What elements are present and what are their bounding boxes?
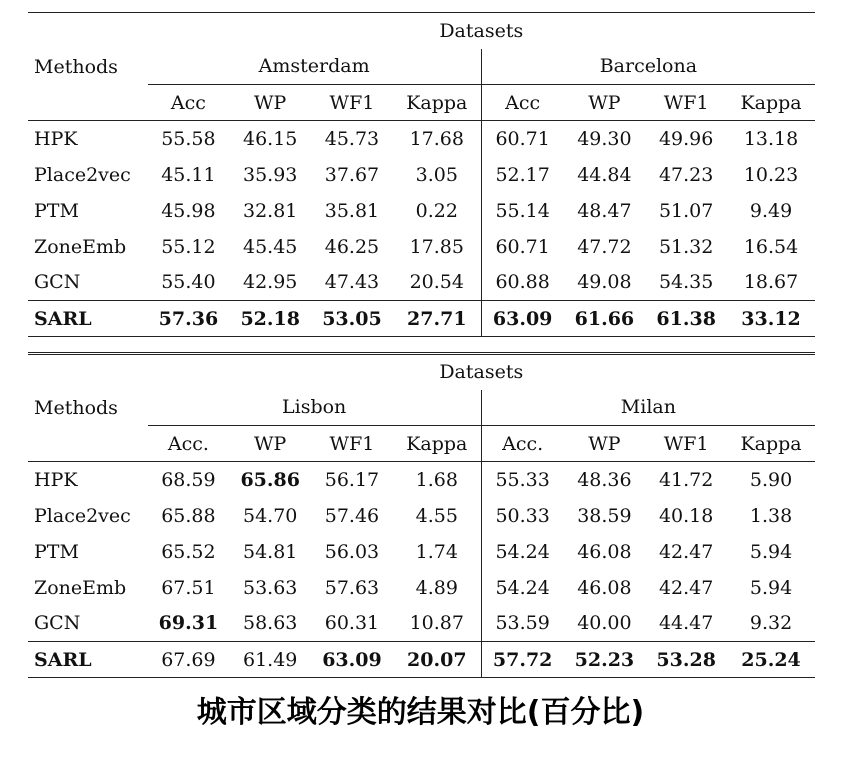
metric-value: 17.68 xyxy=(409,127,464,150)
metric-value: 57.36 xyxy=(158,307,219,330)
header-row-datasets xyxy=(28,13,815,49)
metric-value: 47.72 xyxy=(577,235,632,258)
metric-value: 35.81 xyxy=(324,199,380,222)
metric-value: 61.38 xyxy=(656,307,716,330)
metric-value: 9.32 xyxy=(749,612,793,635)
metric-value: 57.63 xyxy=(324,576,380,599)
metric-value: 54.81 xyxy=(242,540,298,563)
metric-value: 25.24 xyxy=(741,648,801,671)
metric-value: 4.55 xyxy=(415,504,458,527)
metric-value: 40.18 xyxy=(658,504,714,527)
metric-value: 53.28 xyxy=(656,648,716,671)
metric-value: 69.31 xyxy=(158,612,219,635)
methods-header: Methods xyxy=(34,396,118,419)
metric-header: WP xyxy=(254,91,287,114)
metric-value: 55.33 xyxy=(481,462,563,498)
method-name: HPK xyxy=(34,127,78,150)
metric-value: 52.23 xyxy=(574,648,635,671)
metric-value: 1.74 xyxy=(415,540,458,563)
metric-header: WP xyxy=(588,432,621,455)
metric-header: Acc. xyxy=(481,426,563,462)
metric-value: 57.46 xyxy=(324,504,380,527)
metric-value: 45.11 xyxy=(161,163,216,186)
metric-value: 45.45 xyxy=(242,235,298,258)
table-row xyxy=(28,570,815,606)
header-row-metrics xyxy=(28,85,815,121)
metric-value: 51.07 xyxy=(658,199,714,222)
metric-value: 48.47 xyxy=(577,199,632,222)
metric-value: 5.90 xyxy=(749,468,793,491)
metric-value: 47.43 xyxy=(324,271,380,294)
results-table-lisbon-milan xyxy=(28,352,815,678)
metric-value: 35.93 xyxy=(242,163,298,186)
metric-value: 1.38 xyxy=(749,504,793,527)
method-name: Place2vec xyxy=(34,504,131,527)
city-header-amsterdam: Amsterdam xyxy=(148,49,482,85)
metric-value: 50.33 xyxy=(481,498,563,534)
metric-value: 53.59 xyxy=(481,606,563,642)
metric-value: 46.25 xyxy=(324,235,380,258)
metric-value: 49.96 xyxy=(658,127,714,150)
metric-value: 52.18 xyxy=(240,307,300,330)
metric-header: Acc xyxy=(481,85,563,121)
metric-header: Acc xyxy=(170,91,206,114)
method-name: Place2vec xyxy=(34,163,131,186)
city-header-lisbon: Lisbon xyxy=(148,390,482,426)
metric-value: 60.31 xyxy=(324,612,380,635)
metric-value: 55.40 xyxy=(161,271,216,294)
method-name: SARL xyxy=(34,307,92,330)
metric-value: 42.95 xyxy=(242,271,298,294)
metric-value: 37.67 xyxy=(324,163,380,186)
results-table-amsterdam-barcelona xyxy=(28,12,815,337)
header-row-datasets xyxy=(28,354,815,390)
method-name: SARL xyxy=(34,648,92,671)
metric-value: 18.67 xyxy=(743,271,799,294)
metric-value: 65.88 xyxy=(161,504,216,527)
table-body xyxy=(28,121,815,337)
table-row xyxy=(28,121,815,157)
metric-header: WF1 xyxy=(329,432,375,455)
methods-header: Methods xyxy=(34,55,118,78)
metric-header: Acc. xyxy=(167,432,209,455)
method-name: GCN xyxy=(34,612,81,635)
metric-value: 3.05 xyxy=(415,163,458,186)
table-body xyxy=(28,462,815,678)
metric-value: 1.68 xyxy=(415,468,458,491)
metric-header: WP xyxy=(588,91,621,114)
table-row xyxy=(28,193,815,229)
metric-value: 48.36 xyxy=(577,468,632,491)
table-row xyxy=(28,498,815,534)
metric-value: 42.47 xyxy=(658,540,714,563)
metric-value: 40.00 xyxy=(577,612,632,635)
metric-value: 49.30 xyxy=(577,127,632,150)
city-header-barcelona: Barcelona xyxy=(481,49,815,85)
metric-value: 38.59 xyxy=(577,504,632,527)
metric-value: 55.58 xyxy=(161,127,216,150)
metric-header: Kappa xyxy=(406,91,468,114)
metric-value: 45.98 xyxy=(161,199,216,222)
datasets-header: Datasets xyxy=(439,361,524,384)
metric-value: 42.47 xyxy=(658,576,714,599)
metric-value: 44.47 xyxy=(658,612,714,635)
metric-header: WF1 xyxy=(329,91,375,114)
datasets-header: Datasets xyxy=(439,19,524,42)
metric-header: WF1 xyxy=(663,91,709,114)
metric-header: Kappa xyxy=(740,91,802,114)
metric-value: 5.94 xyxy=(749,576,793,599)
metric-value: 61.66 xyxy=(574,307,635,330)
city-header-milan: Milan xyxy=(481,390,815,426)
metric-value: 61.49 xyxy=(242,648,298,671)
method-name: PTM xyxy=(34,199,79,222)
metric-value: 56.03 xyxy=(324,540,380,563)
metric-value: 17.85 xyxy=(409,235,464,258)
metric-header: WF1 xyxy=(663,432,709,455)
table-row xyxy=(28,229,815,265)
metric-value: 5.94 xyxy=(749,540,793,563)
header-row-cities xyxy=(28,390,815,426)
header-row-cities xyxy=(28,49,815,85)
metric-header: Kappa xyxy=(740,432,802,455)
metric-value: 10.87 xyxy=(409,612,464,635)
metric-value: 16.54 xyxy=(743,235,799,258)
metric-value: 47.23 xyxy=(658,163,714,186)
metric-value: 54.24 xyxy=(481,570,563,606)
metric-value: 55.12 xyxy=(161,235,216,258)
method-name: ZoneEmb xyxy=(34,235,127,258)
metric-value: 68.59 xyxy=(161,468,216,491)
method-name: ZoneEmb xyxy=(34,576,127,599)
method-name: GCN xyxy=(34,271,81,294)
metric-value: 46.08 xyxy=(577,576,632,599)
table-row xyxy=(28,534,815,570)
table-row xyxy=(28,462,815,498)
metric-value: 33.12 xyxy=(741,307,801,330)
metric-value: 60.88 xyxy=(481,265,563,301)
metric-header: Kappa xyxy=(406,432,468,455)
metric-value: 46.08 xyxy=(577,540,632,563)
metric-value: 63.09 xyxy=(322,648,382,671)
metric-value: 58.63 xyxy=(242,612,298,635)
metric-value: 54.70 xyxy=(242,504,298,527)
method-name: HPK xyxy=(34,468,78,491)
metric-value: 65.86 xyxy=(240,468,300,491)
metric-value: 45.73 xyxy=(324,127,380,150)
method-name: PTM xyxy=(34,540,79,563)
metric-value: 53.05 xyxy=(322,307,382,330)
metric-value: 44.84 xyxy=(577,163,632,186)
table-row xyxy=(28,301,815,337)
metric-value: 52.17 xyxy=(481,157,563,193)
metric-value: 51.32 xyxy=(658,235,714,258)
metric-value: 13.18 xyxy=(743,127,799,150)
metric-value: 54.24 xyxy=(481,534,563,570)
metric-value: 57.72 xyxy=(481,642,563,678)
table-row xyxy=(28,265,815,301)
metric-value: 46.15 xyxy=(242,127,298,150)
header-row-metrics xyxy=(28,426,815,462)
table-row xyxy=(28,642,815,678)
metric-value: 41.72 xyxy=(658,468,714,491)
figure-caption: 城市区域分类的结果对比(百分比) xyxy=(196,695,645,730)
metric-value: 53.63 xyxy=(242,576,298,599)
metric-value: 67.51 xyxy=(161,576,216,599)
metric-value: 9.49 xyxy=(749,199,793,222)
table-row xyxy=(28,157,815,193)
metric-value: 4.89 xyxy=(415,576,458,599)
metric-value: 67.69 xyxy=(161,648,216,671)
metric-value: 60.71 xyxy=(481,121,563,157)
metric-value: 60.71 xyxy=(481,229,563,265)
metric-value: 20.07 xyxy=(407,648,467,671)
metric-value: 63.09 xyxy=(481,301,563,337)
metric-value: 32.81 xyxy=(242,199,298,222)
metric-value: 0.22 xyxy=(415,199,458,222)
metric-value: 56.17 xyxy=(324,468,380,491)
metric-value: 54.35 xyxy=(658,271,714,294)
metric-value: 55.14 xyxy=(481,193,563,229)
metric-value: 20.54 xyxy=(409,271,464,294)
metric-value: 65.52 xyxy=(161,540,216,563)
metric-value: 10.23 xyxy=(743,163,799,186)
metric-value: 27.71 xyxy=(407,307,467,330)
metric-value: 49.08 xyxy=(577,271,632,294)
table-row xyxy=(28,606,815,642)
metric-header: WP xyxy=(254,432,287,455)
